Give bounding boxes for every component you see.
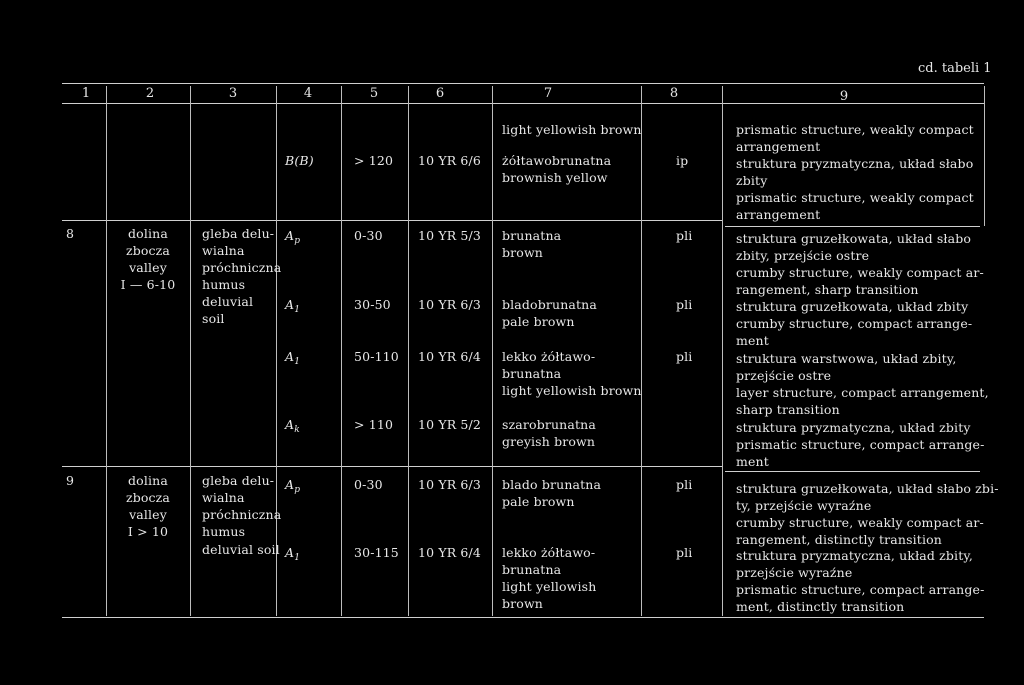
horizon-color: light yellowish brown	[502, 383, 642, 398]
col-rule	[641, 86, 642, 616]
horizon-color: greyish brown	[502, 434, 596, 449]
location-line: I — 6-10	[120, 277, 176, 292]
col-rule	[984, 86, 985, 226]
horizon-structure: struktura gruzełkowata, układ słabo	[736, 231, 972, 246]
horizon-structure: struktura gruzełkowata, układ słabo zbi-	[736, 481, 999, 496]
horizon-label: $A_1$	[285, 545, 301, 563]
top-structure: prismatic structure, weakly compact	[736, 122, 974, 137]
horizon-color: lekko żółtawo-	[502, 349, 596, 364]
horizon-color: bladobrunatna	[502, 297, 597, 312]
top-structure: arrangement	[736, 207, 821, 222]
row9-separator	[62, 466, 722, 467]
horizon-structure: prismatic structure, compact arrange-	[736, 582, 985, 597]
row8-separator-right	[725, 226, 980, 227]
horizon-structure: ment, distinctly transition	[736, 599, 905, 614]
horizon-structure: sharp transition	[736, 402, 840, 417]
horizon-color: blado brunatna	[502, 477, 602, 492]
horizon-structure: przejście wyraźne	[736, 565, 853, 580]
horizon-label: $A_p$	[285, 477, 301, 495]
horizon-structure: przejście ostre	[736, 368, 832, 383]
horizon-munsell: 10 YR 6/4	[418, 545, 481, 560]
horizon-color: brunatna	[502, 562, 562, 577]
header-col-1: 1	[81, 86, 91, 101]
top-structure: zbity	[736, 173, 768, 188]
horizon-structure: ment	[736, 333, 769, 348]
horizon-label: $A_1$	[285, 349, 301, 367]
soil-line: wialna	[202, 490, 245, 505]
horizon-col8: pli	[676, 545, 693, 560]
header-col-9: 9	[839, 89, 849, 104]
row9-separator-right	[725, 471, 980, 472]
horizon-structure: layer structure, compact arrangement,	[736, 385, 989, 400]
horizon-structure: struktura pryzmatyczna, układ zbity	[736, 420, 971, 435]
horizon-munsell: 10 YR 6/3	[418, 477, 481, 492]
horizon-depth: 30-115	[354, 545, 399, 560]
location-line: dolina	[128, 473, 168, 488]
horizon-structure: crumby structure, weakly compact ar-	[736, 515, 984, 530]
header-col-6: 6	[435, 86, 445, 101]
horizon-munsell: 10 YR 5/2	[418, 417, 481, 432]
horizon-color: brunatna	[502, 228, 562, 243]
col-rule	[276, 86, 277, 616]
horizon-structure: struktura warstwowa, układ zbity,	[736, 351, 957, 366]
horizon-label: $A_p$	[285, 228, 301, 246]
horizon-col8: pli	[676, 228, 693, 243]
horizon-depth: > 110	[354, 417, 394, 432]
horizon-structure: struktura pryzmatyczna, układ zbity,	[736, 548, 974, 563]
horizon-structure: rangement, sharp transition	[736, 282, 919, 297]
soil-line: gleba delu-	[202, 473, 275, 488]
horizon-color: lekko żółtawo-	[502, 545, 596, 560]
horizon-color: light yellowish	[502, 579, 597, 594]
header-col-8: 8	[669, 86, 679, 101]
soil-line: humus	[202, 524, 246, 539]
horizon-color: brown	[502, 596, 544, 611]
location-line: zbocza	[125, 243, 171, 258]
top-color: żółtawobrunatna	[502, 153, 612, 168]
soil-line: gleba delu-	[202, 226, 275, 241]
horizon-depth: 0-30	[354, 477, 383, 492]
header-col-5: 5	[369, 86, 379, 101]
horizon-col8: pli	[676, 297, 693, 312]
horizon-color: szarobrunatna	[502, 417, 596, 432]
horizon-col8: pli	[676, 477, 693, 492]
soil-line: soil	[202, 311, 225, 326]
horizon-structure: prismatic structure, compact arrange-	[736, 437, 985, 452]
header-col-7: 7	[543, 86, 553, 101]
soil-line: deluvial	[202, 294, 254, 309]
horizon-munsell: 10 YR 5/3	[418, 228, 481, 243]
horizon-structure: crumby structure, compact arrange-	[736, 316, 973, 331]
profile-number: 9	[66, 473, 75, 488]
top-col8: ip	[676, 153, 689, 168]
profile-number: 8	[66, 226, 75, 241]
horizon-structure: ty, przejście wyraźne	[736, 498, 872, 513]
horizon-munsell: 10 YR 6/4	[418, 349, 481, 364]
top-depth: > 120	[354, 153, 394, 168]
horizon-depth: 50-110	[354, 349, 399, 364]
col-rule	[492, 86, 493, 616]
row8-separator	[62, 220, 722, 221]
horizon-structure: struktura gruzełkowata, układ zbity	[736, 299, 969, 314]
horizon-depth: 0-30	[354, 228, 383, 243]
horizon-munsell: 10 YR 6/3	[418, 297, 481, 312]
header-col-3: 3	[228, 86, 238, 101]
col-rule	[341, 86, 342, 616]
horizon-structure: ment	[736, 454, 769, 469]
location-line: I > 10	[127, 524, 169, 539]
top-structure: struktura pryzmatyczna, układ słabo	[736, 156, 974, 171]
horizon-label: $A_k$	[285, 417, 300, 435]
soil-line: próchniczna	[202, 507, 282, 522]
col-rule	[722, 86, 723, 616]
top-color: brownish yellow	[502, 170, 608, 185]
col-rule	[190, 86, 191, 616]
header-col-4: 4	[303, 86, 313, 101]
top-color: light yellowish brown	[502, 122, 642, 137]
soil-line: humus	[202, 277, 246, 292]
col-rule	[106, 86, 107, 616]
top-structure: arrangement	[736, 139, 821, 154]
horizon-structure: zbity, przejście ostre	[736, 248, 870, 263]
soil-line: wialna	[202, 243, 245, 258]
location-line: zbocza	[125, 490, 171, 505]
col-rule	[408, 86, 409, 616]
soil-line: próchniczna	[202, 260, 282, 275]
top-horizon: B(B)	[285, 153, 314, 168]
horizon-label: $A_1$	[285, 297, 301, 315]
horizon-structure: rangement, distinctly transition	[736, 532, 943, 547]
soil-line: deluvial soil	[202, 542, 280, 557]
top-munsell: 10 YR 6/6	[418, 153, 481, 168]
header-top-rule	[62, 83, 984, 84]
horizon-col8: pli	[676, 349, 693, 364]
horizon-color: brown	[502, 245, 544, 260]
horizon-structure: crumby structure, weakly compact ar-	[736, 265, 984, 280]
location-line: valley	[129, 260, 167, 275]
location-line: valley	[129, 507, 167, 522]
horizon-color: pale brown	[502, 314, 575, 329]
location-line: dolina	[128, 226, 168, 241]
horizon-color: pale brown	[502, 494, 575, 509]
top-structure: prismatic structure, weakly compact	[736, 190, 974, 205]
table-continuation-caption: cd. tabeli 1	[918, 61, 992, 76]
table-bottom-rule	[62, 617, 984, 618]
header-col-2: 2	[145, 86, 155, 101]
horizon-depth: 30-50	[354, 297, 391, 312]
horizon-color: brunatna	[502, 366, 562, 381]
